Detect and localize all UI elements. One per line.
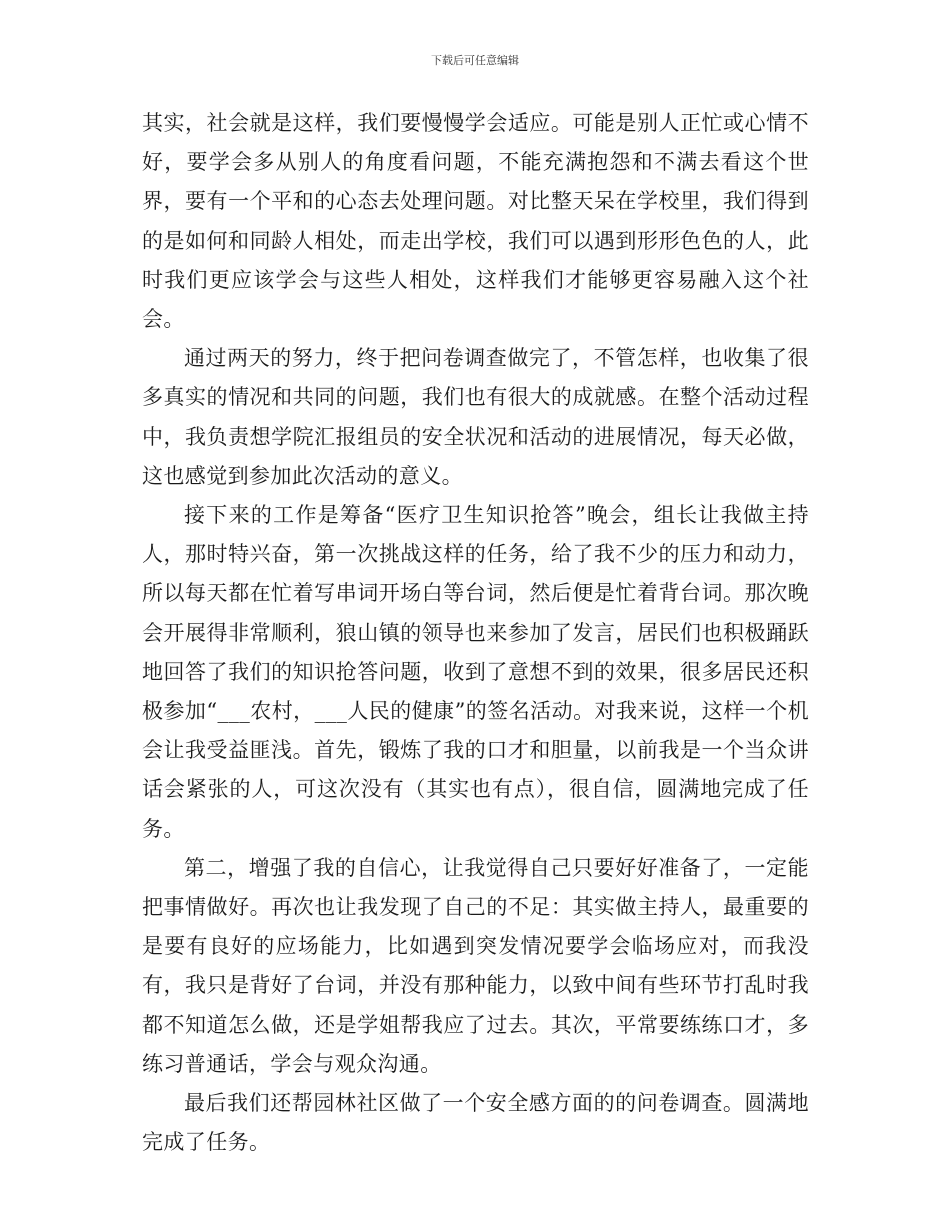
paragraph-3: 接下来的工作是筹备“医疗卫生知识抢答”晚会，组长让我做主持人，那时特兴奋，第一次挑战这样的任务，给了我不少的压力和动力，所以每天都在忙着写串词开场白等台词，然后便是忙着背台词。那次晚会开展得非常顺利，狼山镇的领导也来参加了发言，居民们也积极踊跃地回答了我们的知识抢答问题，收到了意想不到的效果，很多居民还积极参加“___农村，___人民的健康”的签名活动。对我来说，这样一个机会让我受益匪浅。首先，锻炼了我的口才和胆量，以前我是一个当众讲话会紧张的人，可这次没有（其实也有点），很自信，圆满地完成了任务。 bbox=[142, 503, 809, 841]
page-header-note: 下载后可任意编辑 bbox=[431, 54, 519, 67]
paragraph-2: 通过两天的努力，终于把问卷调查做完了，不管怎样，也收集了很多真实的情况和共同的问题，我们也有很大的成就感。在整个活动过程中，我负责想学院汇报组员的安全状况和活动的进展情况，每天必做，这也感觉到参加此次活动的意义。 bbox=[142, 346, 809, 488]
paragraph-5: 最后我们还帮园林社区做了一个安全感方面的的问卷调查。圆满地完成了任务。 bbox=[142, 1091, 809, 1155]
paragraph-4: 第二，增强了我的自信心，让我觉得自己只要好好准备了，一定能把事情做好。再次也让我发现了自己的不足：其实做主持人，最重要的是要有良好的应场能力，比如遇到突发情况要学会临场应对，而我没有，我只是背好了台词，并没有那种能力，以致中间有些环节打乱时我都不知道怎么做，还是学姐帮我应了过去。其次，平常要练练口才，多练习普通话，学会与观众沟通。 bbox=[142, 855, 809, 1076]
paragraph-1: 其实，社会就是这样，我们要慢慢学会适应。可能是别人正忙或心情不好，要学会多从别人的角度看问题，不能充满抱怨和不满去看这个世界，要有一个平和的心态去处理问题。对比整天呆在学校里，我们得到的是如何和同龄人相处，而走出学校，我们可以遇到形形色色的人，此时我们更应该学会与这些人相处，这样我们才能够更容易融入这个社会。 bbox=[142, 111, 809, 332]
document-body bbox=[142, 104, 809, 1162]
